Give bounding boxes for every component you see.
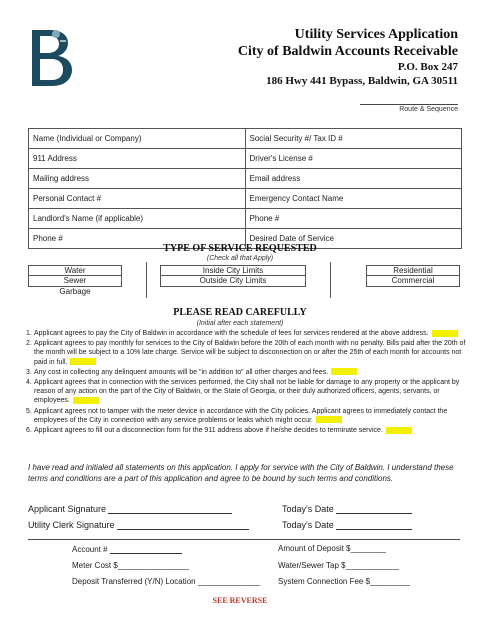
organization-name: City of Baldwin Accounts Receivable (237, 44, 458, 59)
terms-subtitle: (Initial after each statement) (196, 320, 284, 327)
date-label: Today's Date (282, 504, 334, 514)
clerk-signature-field[interactable] (117, 520, 249, 530)
date-row (282, 504, 412, 514)
inside-city-option[interactable]: Inside City Limits (160, 265, 306, 276)
sewer-option[interactable]: Sewer (28, 276, 122, 287)
service-type-title: TYPE OF SERVICE REQUESTED (163, 243, 317, 254)
connection-fee-field[interactable]: System Connection Fee $_________ (278, 577, 411, 586)
applicant-signature-row (28, 504, 232, 514)
initial-field[interactable] (73, 397, 99, 404)
applicant-signature-label: Applicant Signature (28, 504, 107, 514)
list-item: 3. Any cost in collecting any delinquent amounts will be "in addition to" all other charges and fees. (26, 368, 466, 377)
clerk-signature-label: Utility Clerk Signature (28, 520, 115, 530)
city-logo (26, 26, 76, 90)
drivers-license-field[interactable]: Driver's License # (245, 149, 462, 169)
initial-field[interactable] (432, 330, 458, 337)
service-options-location (160, 265, 306, 287)
list-item: 1. Applicant agrees to pay the City of Baldwin in accordance with the schedule of fees for services rendered at the above address. (26, 329, 466, 338)
divider (28, 539, 460, 540)
email-field[interactable]: Email address (245, 169, 462, 189)
table-row (29, 209, 462, 229)
document-header (238, 26, 458, 88)
mailing-address-field[interactable]: Mailing address (29, 169, 246, 189)
date-row (282, 520, 412, 530)
list-item: 6. Applicant agrees to fill out a disconnection form for the 911 address above if he/she decides to terminate service. (26, 426, 466, 435)
table-row (29, 129, 462, 149)
declaration-text: I have read and initialed all statements on this application. I apply for service with the City of Baldwin. I understand these terms and conditions are a part of this application and agree to be bound by such terms and conditions. (28, 463, 454, 483)
personal-contact-field[interactable]: Personal Contact # (29, 189, 246, 209)
date-label: Today's Date (282, 520, 334, 530)
tax-id-field[interactable]: Social Security #/ Tax ID # (245, 129, 462, 149)
name-field[interactable]: Name (Individual or Company) (29, 129, 246, 149)
term-text: Applicant agrees to pay the City of Baldwin in accordance with the schedule of fees for services rendered at the above address. (34, 330, 429, 337)
applicant-info-table (28, 128, 462, 249)
service-type-subtitle: (Check all that Apply) (206, 255, 274, 262)
emergency-contact-field[interactable]: Emergency Contact Name (245, 189, 462, 209)
tap-field[interactable]: Water/Sewer Tap $____________ (278, 561, 399, 570)
see-reverse-note: SEE REVERSE (212, 596, 268, 605)
form-title: Utility Services Application (294, 27, 458, 42)
residential-option[interactable]: Residential (366, 265, 460, 276)
term-text: Applicant agrees to pay monthly for services to the City of Baldwin before the 20th of each month with no penalty. Bills paid after the 20th of the month will be subject to a 10% late charge. Service will be subject to disconnection on or after the 25th of each month for accounts not paid in full. (34, 340, 466, 366)
deposit-transferred-field[interactable]: Deposit Transferred (Y/N) Location ______________ (72, 577, 261, 586)
terms-title: PLEASE READ CAREFULLY (173, 307, 307, 318)
account-row (72, 544, 182, 554)
po-box: P.O. Box 247 (397, 61, 458, 73)
applicant-signature-field[interactable] (108, 504, 232, 514)
list-item: 2. Applicant agrees to pay monthly for services to the City of Baldwin before the 20th of each month with no penalty. Bills paid after the 20th of the month will be subject to a 10% late charge. Service will be subject to disconnection on or after the 25th of each month for accounts not paid in full. (26, 340, 466, 366)
clerk-signature-row (28, 520, 249, 530)
account-field[interactable] (110, 544, 182, 554)
service-options-utility (28, 265, 122, 298)
service-options-type (366, 265, 460, 287)
table-row (29, 169, 462, 189)
column-divider (330, 262, 331, 298)
term-text: Applicant agrees to fill out a disconnection form for the 911 address above if he/she decides to terminate service. (34, 427, 383, 435)
outside-city-option[interactable]: Outside City Limits (160, 276, 306, 287)
date-field[interactable] (336, 520, 412, 530)
table-row (29, 149, 462, 169)
list-item: 5. Applicant agrees not to tamper with the meter device in accordance with the City policies. Applicant agrees to immediately contact the employees of the City in connection with any service problems or leaks which might occur. (26, 407, 448, 424)
deposit-field[interactable]: Amount of Deposit $________ (278, 544, 387, 553)
route-sequence-field[interactable]: Route & Sequence (360, 104, 458, 113)
street-address: 186 Hwy 441 Bypass, Baldwin, GA 30511 (266, 75, 458, 87)
service-date-field[interactable]: Desired Date of Service (245, 229, 462, 249)
initial-field[interactable] (386, 427, 412, 434)
landlord-phone-field[interactable]: Phone # (245, 209, 462, 229)
initial-field[interactable] (331, 368, 357, 375)
garbage-option[interactable]: Garbage (59, 287, 91, 296)
list-item: 4. Applicant agrees that in connection with the services performed, the City shall not be liable for damage to any property or the applicant by reason of any action on the part of the City of Baldwin, or the State of Georgia, or their duly authorized officers, agents, servants, or employees. (26, 379, 460, 405)
term-text: Any cost in collecting any delinquent amounts will be "in addition to" all other charges and fees. (34, 368, 329, 376)
water-option[interactable]: Water (28, 265, 122, 276)
911-address-field[interactable]: 911 Address (29, 149, 246, 169)
landlord-name-field[interactable]: Landlord's Name (if applicable) (29, 209, 246, 229)
phone-field[interactable]: Phone # (29, 229, 246, 249)
term-text: Applicant agrees not to tamper with the meter device in accordance with the City policies. Applicant agrees to immediately contact the employees of the City in connection with any service problems or leaks which might occur. (34, 407, 448, 424)
table-row (29, 189, 462, 209)
term-text: Applicant agrees that in connection with the services performed, the City shall not be liable for damage to any property or the applicant by reason of any action on the part of the City of Baldwin, or the State of Georgia, or their duly authorized officers, agents, servants, or employees. (34, 379, 460, 405)
initial-field[interactable] (316, 416, 342, 423)
date-field[interactable] (336, 504, 412, 514)
terms-list (26, 329, 466, 436)
account-label: Account # (72, 545, 108, 554)
initial-field[interactable] (70, 358, 96, 365)
commercial-option[interactable]: Commercial (366, 276, 460, 287)
column-divider (146, 262, 147, 298)
meter-cost-field[interactable]: Meter Cost $________________ (72, 561, 189, 570)
